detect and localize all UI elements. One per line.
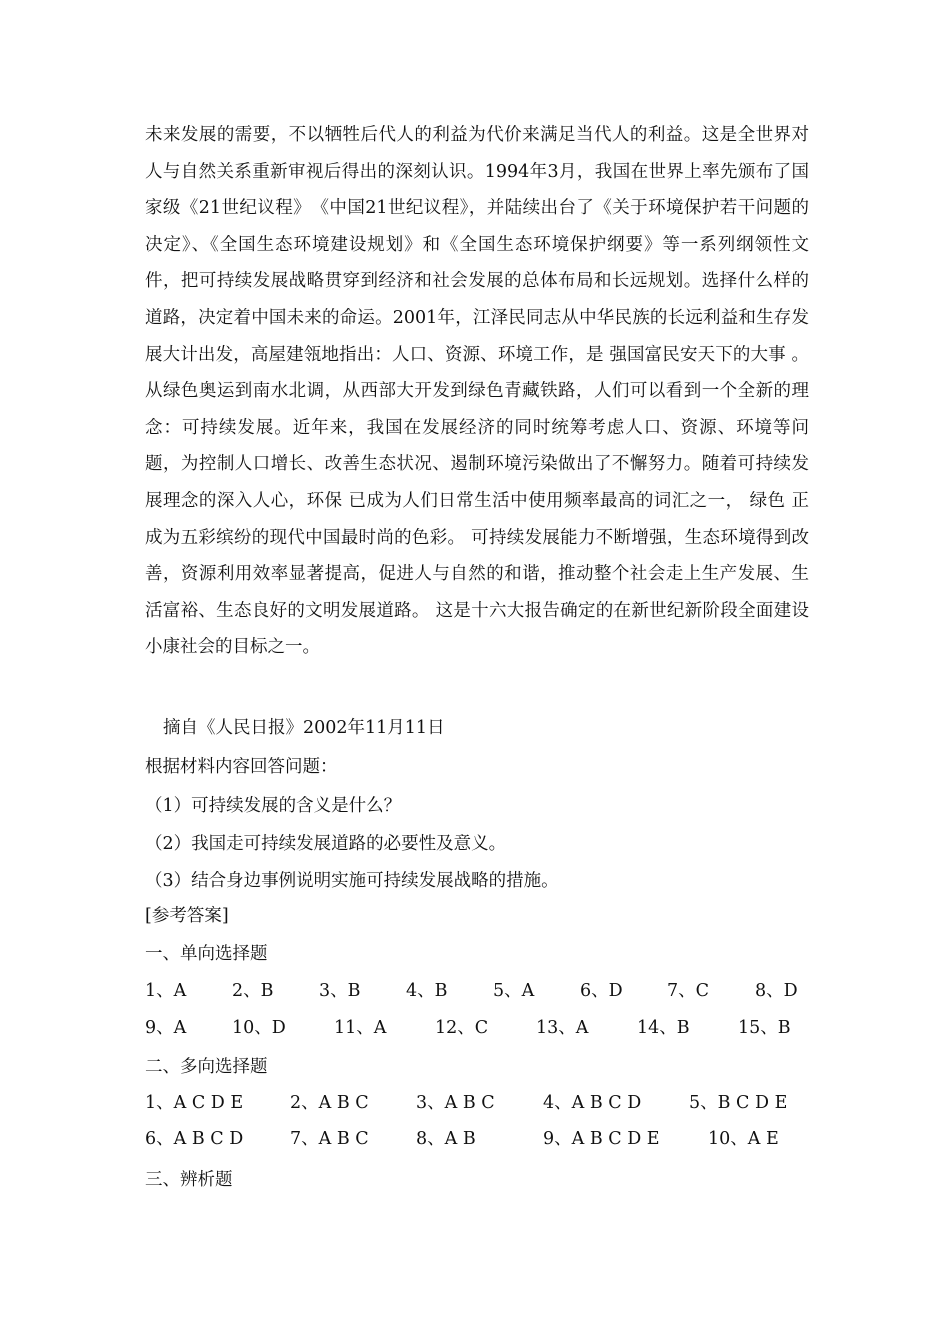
section-multiple-choice-title: 二、多向选择题 bbox=[145, 1057, 268, 1077]
answer-item: 15、B bbox=[738, 1018, 791, 1038]
answer-item: 9、A B C D E bbox=[543, 1129, 660, 1149]
answer-item: 3、B bbox=[319, 981, 361, 1001]
question-prompt: 根据材料内容回答问题： bbox=[145, 757, 338, 777]
answer-item: 7、C bbox=[667, 981, 710, 1001]
source-citation: 摘自《人民日报》2002年11月11日 bbox=[163, 718, 445, 738]
answer-item: 2、B bbox=[232, 981, 274, 1001]
question-3: （3）结合身边事例说明实施可持续发展战略的措施。 bbox=[145, 871, 559, 891]
answer-item: 1、A bbox=[145, 981, 187, 1001]
question-2: （2）我国走可持续发展道路的必要性及意义。 bbox=[145, 834, 507, 854]
answer-item: 5、A bbox=[493, 981, 535, 1001]
passage-text: 未来发展的需要，不以牺牲后代人的利益为代价来满足当代人的利益。这是全世界对人与自然关系重新审视后得出的深刻认识。1994年3月，我国在世界上率先颁布了国家级《21世纪议程》 《中国21世纪议程》，并陆续出台了《关于环境保护若干问题的决定》、《全国生态环境建设规划》和《全国生态环境保护纲要》等一系列纲领性文件，把可持续发展战略贯穿到经济和社会发展的总体布局和长远规划。选择什么样的道路，决定着中国未来的命运。2001年，江泽民同志从中华民族的长远利益和生存发展大计出发，高屋建瓴地指出：人口、资源、环境工作，是 强国富民安天下的大事 。从绿色奥运到南水北调，从西部大开发到绿色青藏铁路，人们可以看到一个全新的理念：可持续发展。近年来，我国在发展经济的同时统筹考虑人口、资源、环境等问题，为控制人口增长、改善生态状况、遏制环境污染做出了不懈努力。随着可持续发展理念的深入人心，环保 已成为人们日常生活中使用频率最高的词汇之一， 绿色 正成为五彩缤纷的现代中国最时尚的色彩。 可持续发展能力不断增强，生态环境得到改善，资源利用效率显著提高，促进人与自然的和谐，推动整个社会走上生产发展、生活富裕、生态良好的文明发展道路。 这是十六大报告确定的在新世纪新阶段全面建设小康社会的目标之一。 bbox=[145, 125, 809, 658]
answer-item: 14、B bbox=[637, 1018, 690, 1038]
answer-item: 12、C bbox=[435, 1018, 489, 1038]
answer-item: 8、D bbox=[755, 981, 798, 1001]
section-analysis-title: 三、辨析题 bbox=[145, 1170, 233, 1190]
answer-item: 6、D bbox=[580, 981, 623, 1001]
answer-item: 10、D bbox=[232, 1018, 286, 1038]
question-1: （1）可持续发展的含义是什么？ bbox=[145, 796, 402, 816]
section-single-choice-title: 一、单向选择题 bbox=[145, 944, 268, 964]
answer-item: 2、A B C bbox=[290, 1093, 369, 1113]
answer-item: 4、A B C D bbox=[543, 1093, 642, 1113]
answer-item: 4、B bbox=[406, 981, 448, 1001]
answer-item: 5、B C D E bbox=[689, 1093, 788, 1113]
answer-item: 3、A B C bbox=[416, 1093, 495, 1113]
answer-item: 6、A B C D bbox=[145, 1129, 244, 1149]
answer-item: 11、A bbox=[334, 1018, 387, 1038]
answer-item: 10、A E bbox=[708, 1129, 779, 1149]
answer-item: 1、A C D E bbox=[145, 1093, 244, 1113]
answers-heading: [参考答案] bbox=[145, 906, 229, 926]
answer-item: 13、A bbox=[536, 1018, 589, 1038]
answer-item: 8、A B bbox=[416, 1129, 476, 1149]
answer-item: 7、A B C bbox=[290, 1129, 369, 1149]
answer-item: 9、A bbox=[145, 1018, 187, 1038]
